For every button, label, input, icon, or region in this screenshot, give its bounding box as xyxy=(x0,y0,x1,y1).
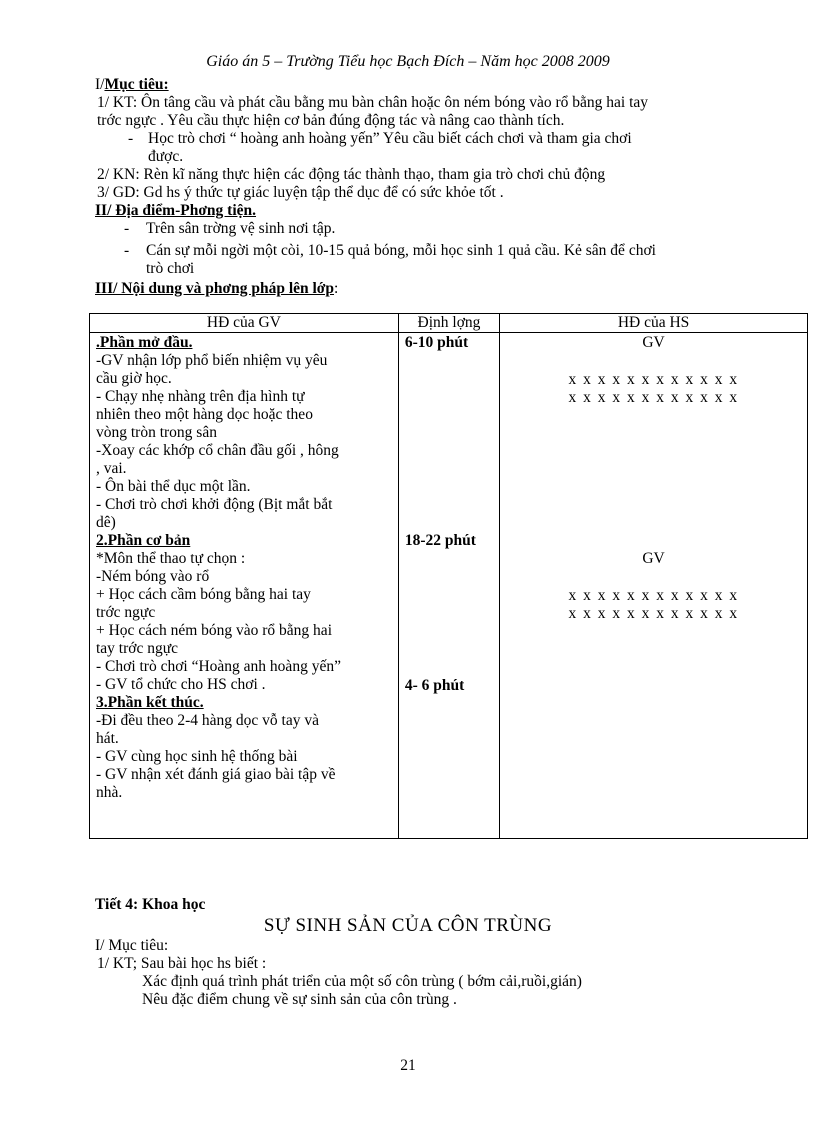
page-number: 21 xyxy=(400,1057,416,1074)
gv-section-heading: .Phần mở đầu. xyxy=(96,334,193,351)
header-gv: HĐ của GV xyxy=(90,314,399,333)
section2-heading: II/ Địa điểm-Phơng tiện. xyxy=(95,202,257,219)
gv-activity-line: tay trớc ngực xyxy=(96,640,179,657)
table-header-row xyxy=(90,314,808,333)
gv-activity-line: - GV tổ chức cho HS chơi . xyxy=(96,676,266,693)
duration-closing: 4- 6 phút xyxy=(404,677,465,694)
gv-activity-line: -Ném bóng vào rổ xyxy=(96,568,210,585)
gv-activity-line: + Học cách ném bóng vào rổ bằng hai xyxy=(96,622,332,639)
section2-item2 xyxy=(124,242,656,260)
gv-activity-line: nhiên theo một hàng dọc hoặc theo xyxy=(96,406,313,423)
gv-activity-line: hát. xyxy=(96,730,119,747)
gv-section-heading: 2.Phần cơ bản xyxy=(96,532,191,549)
gv-activity-line: *Môn thể thao tự chọn : xyxy=(96,550,246,567)
hs-block1-gv-label: GV xyxy=(642,334,665,351)
section1-kn: 2/ KN: Rèn kĩ năng thực hiện các động tác thành thạo, tham gia trò chơi chủ động xyxy=(97,166,606,183)
gv-activity-line: -Đi đều theo 2-4 hàng dọc vỗ tay và xyxy=(96,712,319,729)
hs-block2-row2: x x x x x x x x x x x x xyxy=(568,605,739,622)
duration-main: 18-22 phút xyxy=(404,532,476,549)
header-duration: Định lợng xyxy=(398,314,499,333)
hs-block1-row2: x x x x x x x x x x x x xyxy=(568,389,739,406)
section1-gd: 3/ GD: Gd hs ý thức tự giác luyện tập thể dục để có sức khỏe tốt . xyxy=(97,184,504,201)
bullet-dash: - xyxy=(124,220,130,237)
gv-activity-line: -GV nhận lớp phổ biến nhiệm vụ yêu xyxy=(96,352,328,369)
gv-activity-line: - Chơi trò chơi khởi động (Bịt mắt bắt xyxy=(96,496,333,513)
durations xyxy=(402,333,496,833)
gv-activity-line: + Học cách cầm bóng bằng hai tay xyxy=(96,586,311,603)
hs-block2-row1: x x x x x x x x x x x x xyxy=(568,587,739,604)
lesson4-kt: 1/ KT; Sau bài học hs biết : xyxy=(97,955,267,972)
gv-activity-line: - GV cùng học sinh hệ thống bài xyxy=(96,748,298,765)
lesson4-line1: Xác định quá trình phát triển của một số côn trùng ( bớm cải,ruồi,gián) xyxy=(142,973,582,990)
gv-activity-line: trớc ngực xyxy=(96,604,156,621)
hs-block2-gv-label: GV xyxy=(642,550,665,567)
lesson4-line2: Nêu đặc điểm chung về sự sinh sản của côn trùng . xyxy=(142,991,457,1008)
section2-item1-text: Trên sân trờng vệ sinh nơi tập. xyxy=(146,220,336,237)
section3-heading-suffix: : xyxy=(334,280,339,297)
hs-activities xyxy=(503,333,804,833)
section1-heading-text: Mục tiêu: xyxy=(104,76,169,93)
section1-game-line2: được. xyxy=(148,148,184,165)
gv-activity-line: nhà. xyxy=(96,784,123,801)
section1-game-line1 xyxy=(128,130,632,148)
hs-activities-cell xyxy=(500,333,808,839)
lesson4-muc-tieu: I/ Mục tiêu: xyxy=(95,937,169,954)
gv-section-heading: 3.Phần kết thúc. xyxy=(96,694,204,711)
duration-cell xyxy=(398,333,499,839)
gv-activity-line: dê) xyxy=(96,514,116,531)
section3-heading-text: III/ Nội dung và phơng pháp lên lớp xyxy=(95,280,335,297)
gv-activity-line: , vai. xyxy=(96,460,127,477)
lesson4-title: SỰ SINH SẢN CỦA CÔN TRÙNG xyxy=(263,915,553,936)
bullet-dash: - xyxy=(128,130,134,147)
gv-activity-line: cầu giờ học. xyxy=(96,370,172,387)
gv-activity-line: vòng tròn trong sân xyxy=(96,424,217,441)
lesson-plan-table xyxy=(89,313,808,839)
duration-opening: 6-10 phút xyxy=(404,334,469,351)
section2-item2-text: Cán sự mỗi ngời một còi, 10-15 quả bóng, mỗi học sinh 1 quả cầu. Kẻ sân để chơi xyxy=(146,242,656,259)
gv-activity-line: - GV nhận xét đánh giá giao bài tập về xyxy=(96,766,336,783)
section2-item1 xyxy=(124,220,336,238)
bullet-dash: - xyxy=(124,242,130,259)
section1-kt-cont: trớc ngực . Yêu cầu thực hiện cơ bản đúng động tác và nâng cao thành tích. xyxy=(97,112,565,129)
section1-game-text: Học trò chơi “ hoàng anh hoàng yến” Yêu cầu biết cách chơi và tham gia chơi xyxy=(148,130,632,147)
lesson4-label: Tiết 4: Khoa học xyxy=(95,896,206,913)
section1-kt: 1/ KT: Ôn tâng cầu và phát cầu bằng mu bàn chân hoặc ôn ném bóng vào rổ bằng hai tay xyxy=(97,94,649,111)
gv-activity-line: - Chơi trò chơi “Hoàng anh hoàng yến” xyxy=(96,658,341,675)
gv-activity-line: - Chạy nhẹ nhàng trên địa hình tự xyxy=(96,388,305,405)
section1-heading xyxy=(95,76,169,94)
section3-heading xyxy=(95,280,338,298)
gv-activities-cell xyxy=(90,333,399,839)
gv-activity-line: - Ôn bài thể dục một lần. xyxy=(96,478,251,495)
gv-activities xyxy=(93,333,395,833)
header-hs: HĐ của HS xyxy=(500,314,808,333)
page-header: Giáo án 5 – Trường Tiểu học Bạch Đích – Năm học 2008 2009 xyxy=(206,53,610,70)
section1-heading-prefix: I/ xyxy=(95,76,105,93)
hs-block1-row1: x x x x x x x x x x x x xyxy=(568,371,739,388)
table-body-row xyxy=(90,333,808,839)
gv-activity-line: -Xoay các khớp cổ chân đầu gối , hông xyxy=(96,442,339,459)
section2-item2-cont: trò chơi xyxy=(146,260,195,277)
